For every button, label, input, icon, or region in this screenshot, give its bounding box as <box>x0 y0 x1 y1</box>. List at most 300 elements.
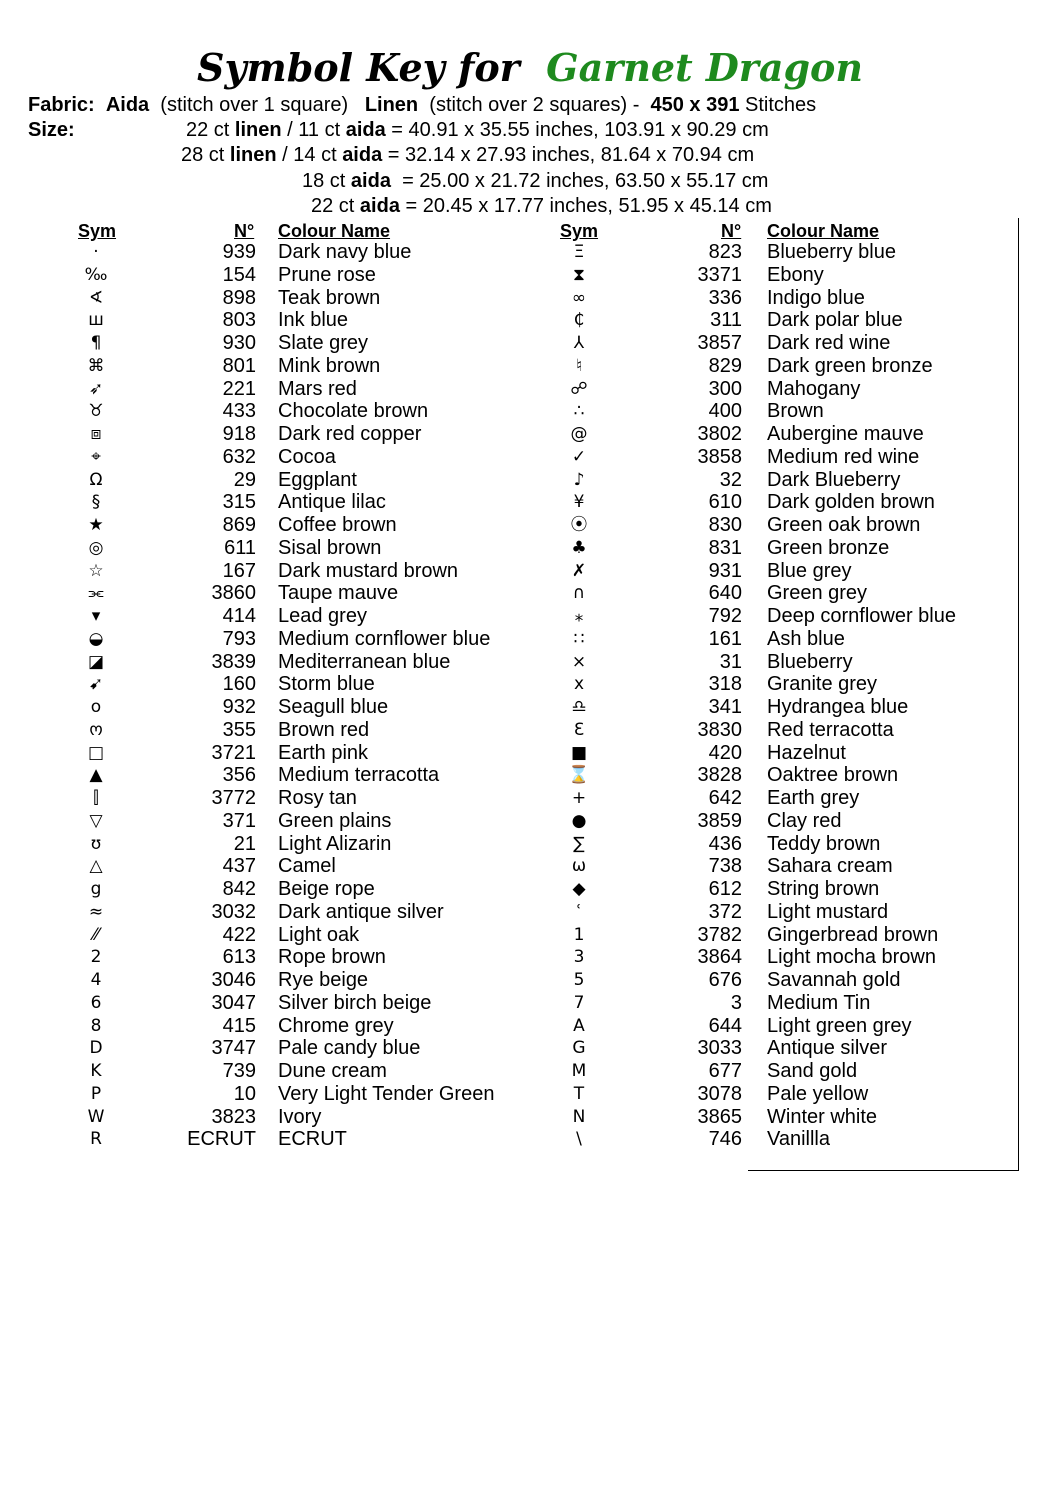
left-dmc-number: 422 <box>222 923 256 946</box>
right-dmc-number: 3857 <box>697 332 742 354</box>
right-colour-name: Brown <box>767 400 824 423</box>
left-symbol: ⧈ <box>90 424 102 444</box>
table-row <box>0 378 1060 401</box>
right-dmc-number: 931 <box>708 559 742 582</box>
left-colour-name: Beige rope <box>278 878 375 900</box>
left-symbol: ➹ <box>88 674 104 695</box>
left-symbol: ⫘ <box>88 583 104 604</box>
right-dmc-number: 792 <box>708 605 742 627</box>
left-colour-name: Dune cream <box>278 1060 387 1082</box>
fabric-label: Fabric: <box>28 94 95 116</box>
left-symbol: △ <box>89 856 103 877</box>
left-symbol: ▽ <box>89 810 103 831</box>
left-dmc-number: 3032 <box>211 900 256 923</box>
left-symbol: D <box>89 1038 103 1059</box>
right-symbol: ✗ <box>571 560 587 581</box>
left-colour-name: Dark navy blue <box>278 241 412 263</box>
size-line-1: 22 ct linen / 11 ct aida = 40.91 x 35.55 inches, 103.91 x 90.29 cm <box>186 119 769 141</box>
left-colour-name: Green plains <box>278 809 392 832</box>
left-symbol: 8 <box>90 1015 102 1036</box>
right-symbol: ☍ <box>570 378 588 399</box>
right-symbol: Ξ <box>573 242 585 262</box>
left-colour-name: ECRUT <box>278 1128 347 1151</box>
right-dmc-number: 3830 <box>697 718 742 741</box>
table-row <box>0 514 1060 537</box>
left-colour-name: Coffee brown <box>278 514 397 536</box>
right-colour-name: Blue grey <box>767 559 852 582</box>
table-row <box>0 1128 1060 1151</box>
page-title <box>0 44 1060 92</box>
left-dmc-number: 437 <box>222 855 256 878</box>
left-colour-name: Chocolate brown <box>278 400 429 423</box>
fabric-linen: Linen <box>364 94 419 116</box>
table-row <box>0 1015 1060 1038</box>
left-colour-name: Cocoa <box>278 445 336 468</box>
table-row <box>0 241 1060 264</box>
right-dmc-number: 823 <box>708 241 742 263</box>
left-symbol: § <box>91 492 101 513</box>
left-dmc-number: 939 <box>222 241 256 263</box>
right-dmc-number: 420 <box>708 741 742 764</box>
left-colour-name: Dark antique silver <box>278 900 444 923</box>
left-symbol: ♉ <box>88 401 104 422</box>
right-dmc-number: 746 <box>708 1128 742 1151</box>
right-symbol: ∞ <box>571 287 587 308</box>
left-dmc-number: 801 <box>222 354 256 377</box>
right-colour-name: Dark green bronze <box>767 354 933 377</box>
table-row <box>0 969 1060 992</box>
left-colour-name: Rope brown <box>278 946 386 969</box>
right-symbol: \ <box>576 1129 582 1150</box>
right-dmc-number: 400 <box>708 400 742 423</box>
right-symbol: ⨯ <box>571 651 587 672</box>
left-colour-name: Earth pink <box>278 741 369 764</box>
left-symbol: ∢ <box>88 287 104 308</box>
table-row <box>0 560 1060 583</box>
left-colour-name: Light oak <box>278 923 360 946</box>
right-symbol: 1 <box>573 924 585 945</box>
right-colour-name: Sahara cream <box>767 855 893 878</box>
right-colour-name: Green oak brown <box>767 514 921 536</box>
right-dmc-number: 3858 <box>697 445 742 468</box>
right-dmc-number: 3859 <box>697 809 742 832</box>
right-colour-name: Gingerbread brown <box>767 923 939 946</box>
right-dmc-number: 644 <box>708 1014 742 1037</box>
left-dmc-number: ECRUT <box>187 1128 256 1151</box>
left-symbol: 4 <box>90 970 102 990</box>
size-line-3: 18 ct aida = 25.00 x 21.72 inches, 63.50 x 55.17 cm <box>302 170 769 192</box>
fabric-aida: Aida <box>105 94 150 116</box>
right-dmc-number: 336 <box>708 286 742 309</box>
left-symbol: ⁄⁄ <box>93 924 99 945</box>
right-symbol: ₵ <box>573 310 585 331</box>
right-dmc-number: 829 <box>708 354 742 377</box>
table-row <box>0 423 1060 446</box>
left-dmc-number: 356 <box>222 764 256 787</box>
table-row <box>0 946 1060 969</box>
left-symbol: P <box>90 1083 102 1104</box>
left-dmc-number: 10 <box>233 1082 256 1105</box>
left-colour-name: Rosy tan <box>278 787 357 809</box>
header-sym-right: Sym <box>560 221 599 241</box>
table-row <box>0 764 1060 787</box>
right-symbol: + <box>571 788 587 808</box>
left-symbol: · <box>93 242 99 262</box>
left-dmc-number: 739 <box>222 1060 256 1082</box>
right-colour-name: Light mustard <box>767 900 889 923</box>
left-symbol: ★ <box>88 515 104 535</box>
right-symbol: ⅄ <box>573 333 585 353</box>
right-symbol: ∩ <box>572 583 586 604</box>
left-colour-name: Camel <box>278 855 336 878</box>
left-colour-name: Mediterranean blue <box>278 650 451 673</box>
right-symbol: ■ <box>570 742 588 763</box>
table-row <box>0 787 1060 810</box>
right-colour-name: Earth grey <box>767 787 860 809</box>
table-row <box>0 446 1060 469</box>
right-symbol: 7 <box>573 992 585 1013</box>
left-dmc-number: 930 <box>222 332 256 354</box>
left-symbol: ш <box>88 310 104 331</box>
size-line-2: 28 ct linen / 14 ct aida = 32.14 x 27.93 inches, 81.64 x 70.94 cm <box>181 144 755 166</box>
table-row <box>0 1083 1060 1106</box>
fabric-line <box>28 93 816 117</box>
right-dmc-number: 318 <box>708 673 742 696</box>
right-symbol: G <box>572 1038 586 1059</box>
right-dmc-number: 31 <box>719 650 742 673</box>
right-dmc-number: 341 <box>708 696 742 718</box>
table-row <box>0 901 1060 924</box>
table-row <box>0 491 1060 514</box>
left-colour-name: Eggplant <box>278 468 357 491</box>
right-symbol: ♎ <box>571 697 587 717</box>
table-row <box>0 264 1060 287</box>
right-colour-name: Mahogany <box>767 377 861 400</box>
right-symbol: ♮ <box>575 355 583 376</box>
right-colour-name: Dark red wine <box>767 332 891 354</box>
left-dmc-number: 433 <box>222 400 256 423</box>
right-symbol: ⧗ <box>573 264 585 285</box>
left-symbol: ⫿ <box>93 788 99 808</box>
left-symbol: ო <box>89 719 103 740</box>
right-symbol: T <box>573 1083 585 1104</box>
right-colour-name: Dark golden brown <box>767 491 935 514</box>
right-symbol: ⦿ <box>570 515 588 535</box>
left-symbol: ▾ <box>91 606 101 626</box>
right-dmc-number: 677 <box>708 1060 742 1082</box>
left-symbol: 2 <box>90 947 102 968</box>
right-colour-name: Ash blue <box>767 627 845 650</box>
right-dmc-number: 3371 <box>697 263 742 286</box>
left-dmc-number: 3047 <box>211 991 256 1014</box>
table-row <box>0 1060 1060 1083</box>
right-symbol: @ <box>570 424 588 444</box>
right-colour-name: Green bronze <box>767 536 890 559</box>
left-symbol: ⌘ <box>87 355 105 376</box>
right-dmc-number: 3864 <box>697 946 742 969</box>
left-dmc-number: 869 <box>222 514 256 536</box>
right-dmc-number: 3078 <box>697 1082 742 1105</box>
left-colour-name: Sisal brown <box>278 536 382 559</box>
right-dmc-number: 3 <box>730 991 742 1014</box>
right-colour-name: Hydrangea blue <box>767 696 909 718</box>
right-symbol: ʿ <box>576 901 582 922</box>
left-symbol: o <box>90 697 102 717</box>
stitch-count: 450 x 391 <box>650 94 740 116</box>
left-colour-name: Lead grey <box>278 605 367 627</box>
left-dmc-number: 355 <box>222 718 256 741</box>
left-dmc-number: 3721 <box>211 741 256 764</box>
left-colour-name: Pale candy blue <box>278 1037 421 1060</box>
left-dmc-number: 315 <box>222 491 256 514</box>
left-dmc-number: 632 <box>222 445 256 468</box>
right-colour-name: Red terracotta <box>767 718 894 741</box>
right-dmc-number: 300 <box>708 377 742 400</box>
table-row <box>0 400 1060 423</box>
left-colour-name: Storm blue <box>278 673 375 696</box>
right-symbol: A <box>573 1015 585 1036</box>
right-symbol: N <box>572 1106 586 1127</box>
left-colour-name: Chrome grey <box>278 1014 394 1037</box>
table-row <box>0 924 1060 947</box>
table-row <box>0 833 1060 856</box>
right-colour-name: Indigo blue <box>767 286 865 309</box>
right-symbol: ∴ <box>573 401 585 422</box>
right-dmc-number: 738 <box>708 855 742 878</box>
table-row <box>0 742 1060 765</box>
header-name-left: Colour Name <box>278 221 391 241</box>
right-colour-name: Sand gold <box>767 1060 858 1082</box>
left-dmc-number: 414 <box>222 605 256 627</box>
right-symbol: Ɛ <box>573 719 585 740</box>
right-symbol: ⌛ <box>568 765 590 786</box>
table-row <box>0 878 1060 901</box>
table-row <box>0 651 1060 674</box>
header-sym-left: Sym <box>78 221 117 241</box>
right-colour-name: Blueberry <box>767 650 853 673</box>
table-border-right <box>1018 218 1019 1171</box>
left-colour-name: Teak brown <box>278 286 381 309</box>
table-row <box>0 287 1060 310</box>
left-dmc-number: 803 <box>222 309 256 332</box>
size-label: Size: <box>28 119 75 141</box>
right-colour-name: Granite grey <box>767 673 878 696</box>
left-dmc-number: 415 <box>222 1014 256 1037</box>
left-colour-name: Dark mustard brown <box>278 559 459 582</box>
table-border-bottom <box>748 1170 1019 1171</box>
left-colour-name: Antique lilac <box>278 491 386 514</box>
left-symbol: Ω <box>89 469 103 490</box>
right-colour-name: String brown <box>767 878 880 900</box>
right-colour-name: Vanillla <box>767 1128 830 1151</box>
symbol-key-table <box>0 241 1060 1151</box>
table-row <box>0 309 1060 332</box>
size-line-4: 22 ct aida = 20.45 x 17.77 inches, 51.95 x 45.14 cm <box>311 195 772 217</box>
left-symbol: ⌖ <box>91 446 101 467</box>
left-symbol: ʊ <box>90 833 102 854</box>
right-symbol: ¥ <box>573 492 585 513</box>
left-symbol: ◎ <box>88 537 104 558</box>
title-prefix: Symbol Key for <box>197 45 520 90</box>
left-dmc-number: 611 <box>224 536 256 559</box>
left-colour-name: Prune rose <box>278 263 376 286</box>
left-dmc-number: 3823 <box>211 1105 256 1128</box>
right-colour-name: Antique silver <box>767 1037 888 1060</box>
left-colour-name: Rye beige <box>278 969 369 991</box>
table-row <box>0 537 1060 560</box>
right-symbol: ∷ <box>573 628 585 649</box>
right-dmc-number: 436 <box>708 832 742 855</box>
right-colour-name: Winter white <box>767 1105 878 1128</box>
right-colour-name: Clay red <box>767 809 842 832</box>
fabric-linen-note: (stitch over 2 squares) - <box>429 94 640 116</box>
left-colour-name: Medium terracotta <box>278 764 440 787</box>
right-symbol: 3 <box>573 947 585 968</box>
right-colour-name: Light mocha brown <box>767 946 936 969</box>
header-name-right: Colour Name <box>767 221 880 241</box>
right-dmc-number: 642 <box>708 787 742 809</box>
right-dmc-number: 372 <box>708 900 742 923</box>
left-symbol: 6 <box>90 992 102 1013</box>
left-dmc-number: 793 <box>222 627 256 650</box>
right-dmc-number: 676 <box>708 969 742 991</box>
left-dmc-number: 154 <box>222 263 256 286</box>
right-symbol: 5 <box>573 970 585 990</box>
right-colour-name: Blueberry blue <box>767 241 896 263</box>
left-colour-name: Mars red <box>278 377 357 400</box>
left-dmc-number: 167 <box>222 559 256 582</box>
right-colour-name: Medium red wine <box>767 445 920 468</box>
right-colour-name: Savannah gold <box>767 969 901 991</box>
stitch-suffix: Stitches <box>745 94 817 116</box>
right-dmc-number: 3828 <box>697 764 742 787</box>
left-dmc-number: 918 <box>222 423 256 445</box>
right-dmc-number: 3033 <box>697 1037 742 1060</box>
left-colour-name: Seagull blue <box>278 696 389 718</box>
right-colour-name: Hazelnut <box>767 741 846 764</box>
left-dmc-number: 371 <box>222 809 256 832</box>
left-symbol: ☆ <box>88 560 104 581</box>
right-colour-name: Aubergine mauve <box>767 423 924 445</box>
left-symbol: ➶ <box>88 378 104 399</box>
left-symbol: g <box>90 879 102 899</box>
left-colour-name: Taupe mauve <box>278 582 399 605</box>
right-colour-name: Dark Blueberry <box>767 468 901 491</box>
left-dmc-number: 3772 <box>211 787 256 809</box>
left-symbol: ¶ <box>90 333 102 353</box>
left-dmc-number: 842 <box>222 878 256 900</box>
fabric-aida-note: (stitch over 1 square) <box>160 94 349 116</box>
left-symbol: □ <box>87 742 105 763</box>
left-dmc-number: 3860 <box>211 582 256 605</box>
table-row <box>0 332 1060 355</box>
right-dmc-number: 831 <box>708 536 742 559</box>
right-dmc-number: 3865 <box>697 1105 742 1128</box>
left-dmc-number: 21 <box>233 832 256 855</box>
table-row <box>0 469 1060 492</box>
table-row <box>0 855 1060 878</box>
right-symbol: ◆ <box>572 879 586 899</box>
table-row <box>0 673 1060 696</box>
left-colour-name: Light Alizarin <box>278 832 392 855</box>
header-num-right: N° <box>721 221 742 241</box>
table-row <box>0 696 1060 719</box>
left-colour-name: Ink blue <box>278 309 349 332</box>
left-colour-name: Silver birch beige <box>278 991 432 1014</box>
table-row <box>0 605 1060 628</box>
right-dmc-number: 3782 <box>697 923 742 946</box>
left-colour-name: Very Light Tender Green <box>278 1082 495 1105</box>
right-dmc-number: 32 <box>719 468 742 491</box>
left-symbol: ◒ <box>88 628 104 649</box>
right-symbol: ♪ <box>573 469 585 490</box>
right-dmc-number: 640 <box>708 582 742 605</box>
right-symbol: x <box>573 674 585 695</box>
table-row <box>0 355 1060 378</box>
left-symbol: R <box>90 1129 102 1150</box>
left-colour-name: Brown red <box>278 718 370 741</box>
right-dmc-number: 610 <box>708 491 742 514</box>
left-dmc-number: 898 <box>222 286 256 309</box>
table-row <box>0 1037 1060 1060</box>
right-colour-name: Ebony <box>767 263 824 286</box>
table-row <box>0 992 1060 1015</box>
left-colour-name: Mink brown <box>278 354 381 377</box>
right-symbol: ♣ <box>571 537 587 558</box>
right-dmc-number: 612 <box>708 878 742 900</box>
right-colour-name: Green grey <box>767 582 868 605</box>
table-row <box>0 1106 1060 1129</box>
header-num-left: N° <box>234 221 255 241</box>
left-symbol: ▲ <box>89 765 103 786</box>
left-dmc-number: 221 <box>222 377 256 400</box>
right-dmc-number: 830 <box>708 514 742 536</box>
right-symbol: ✓ <box>571 446 587 467</box>
table-row <box>0 810 1060 833</box>
left-symbol: ◪ <box>87 651 105 672</box>
right-dmc-number: 311 <box>710 309 742 332</box>
right-colour-name: Dark polar blue <box>767 309 903 332</box>
right-dmc-number: 3802 <box>697 423 742 445</box>
left-symbol: W <box>87 1106 105 1127</box>
right-symbol: ⁎ <box>574 606 584 626</box>
right-colour-name: Oaktree brown <box>767 764 899 787</box>
right-colour-name: Teddy brown <box>767 832 881 855</box>
right-symbol: ● <box>571 810 587 831</box>
table-row <box>0 628 1060 651</box>
right-colour-name: Medium Tin <box>767 991 871 1014</box>
left-dmc-number: 3747 <box>211 1037 256 1060</box>
left-colour-name: Medium cornflower blue <box>278 627 491 650</box>
right-symbol: M <box>571 1061 587 1081</box>
right-colour-name: Light green grey <box>767 1014 912 1037</box>
table-row <box>0 719 1060 742</box>
right-colour-name: Deep cornflower blue <box>767 605 956 627</box>
right-dmc-number: 161 <box>708 627 742 650</box>
left-symbol: K <box>90 1061 102 1081</box>
left-dmc-number: 160 <box>222 673 256 696</box>
left-symbol: ≈ <box>88 901 104 922</box>
left-symbol: ‰ <box>84 264 108 285</box>
right-symbol: ω <box>571 856 587 877</box>
left-dmc-number: 932 <box>222 696 256 718</box>
design-name: Garnet Dragon <box>546 45 863 90</box>
left-colour-name: Slate grey <box>278 332 369 354</box>
right-colour-name: Pale yellow <box>767 1082 869 1105</box>
left-dmc-number: 3046 <box>211 969 256 991</box>
left-dmc-number: 613 <box>222 946 256 969</box>
left-dmc-number: 3839 <box>211 650 256 673</box>
